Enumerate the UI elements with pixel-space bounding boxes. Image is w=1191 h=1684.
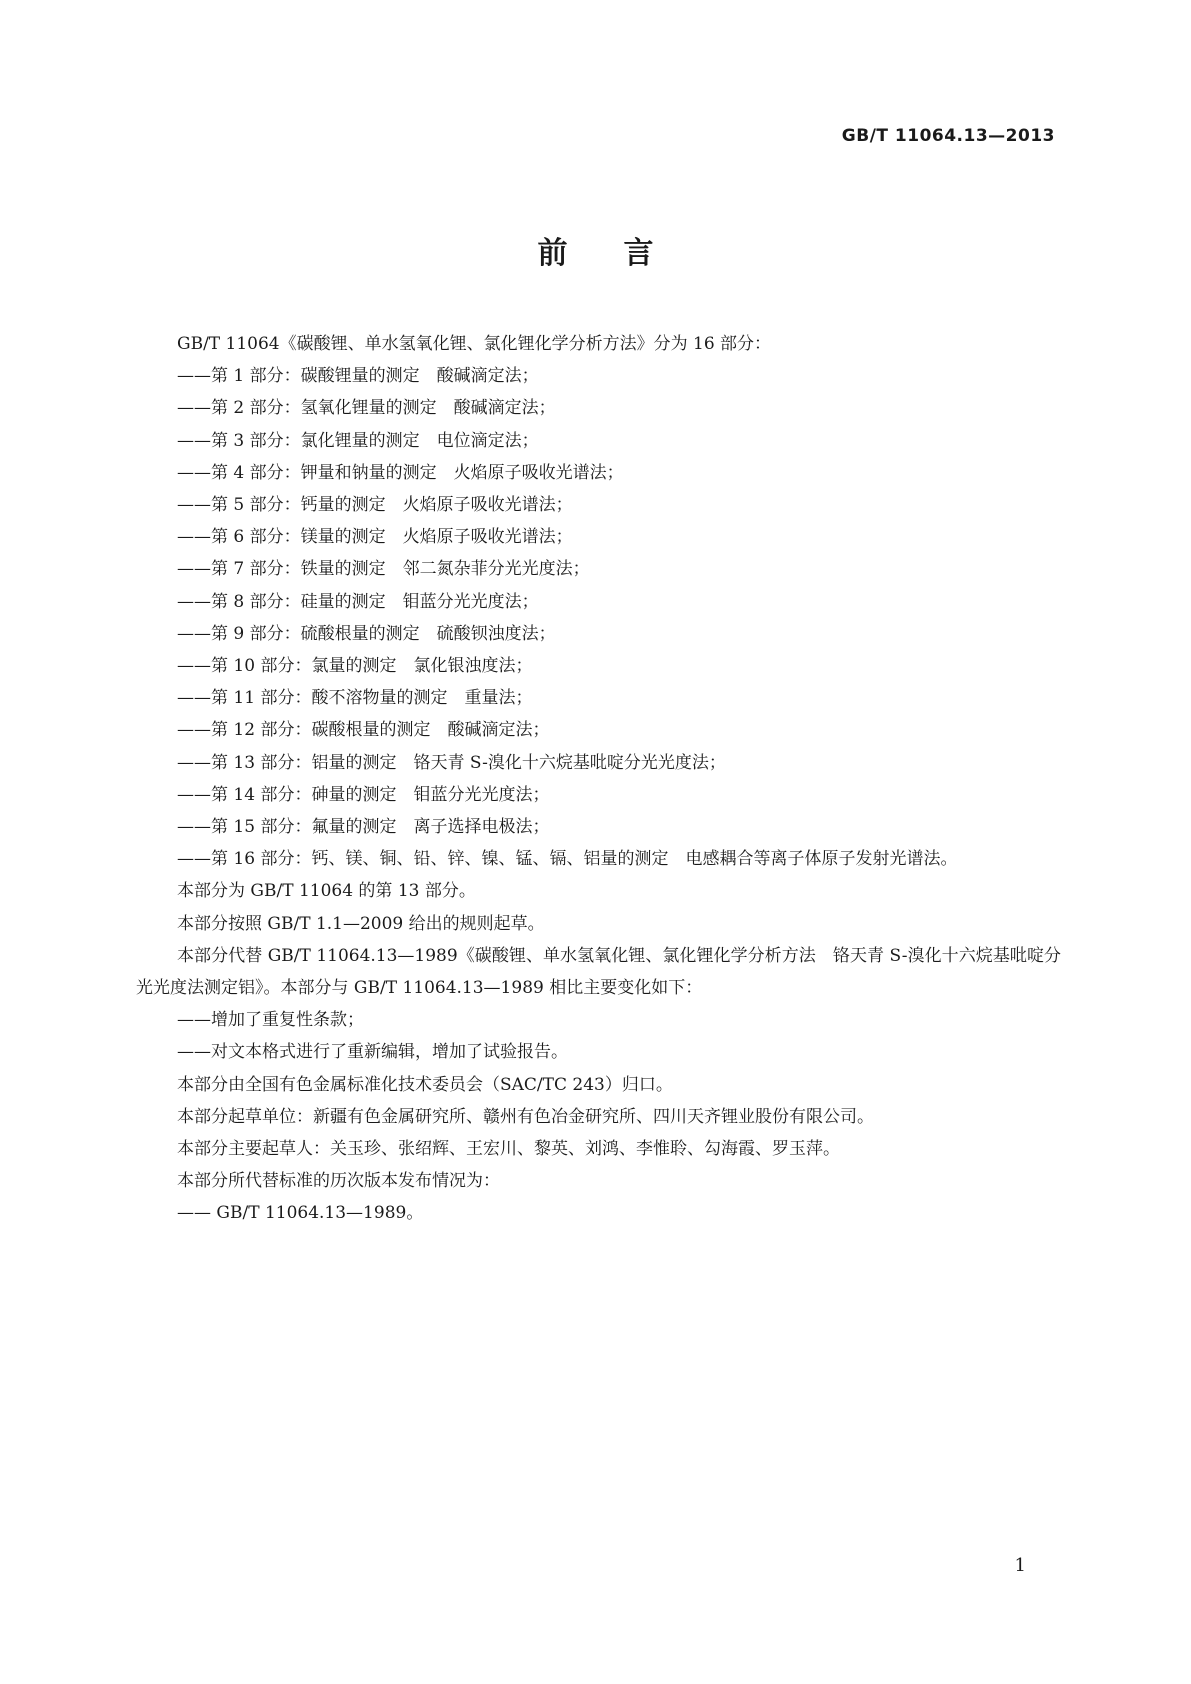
change-item: ——对文本格式进行了重新编辑，增加了试验报告。 [177,1042,568,1063]
standard-number: GB/T 11064.13—2013 [841,126,1055,146]
list-item: ——第 16 部分：钙、镁、铜、铅、锌、镍、锰、镉、铝量的测定 电感耦合等离子体原子发射光谱法。 [177,849,958,870]
foreword-body [136,328,1061,1230]
list-item: ——第 8 部分：硅量的测定 钼蓝分光光度法； [177,591,539,612]
list-item: ——第 11 部分：酸不溶物量的测定 重量法； [177,688,533,709]
list-item: ——第 6 部分：镁量的测定 火焰原子吸收光谱法； [177,527,573,548]
drafters-paragraph: 本部分主要起草人：关玉珍、张绍辉、王宏川、黎英、刘鸿、李惟聆、勾海霞、罗玉萍。 [177,1139,840,1160]
list-item: ——第 10 部分：氯量的测定 氯化银浊度法； [177,656,533,677]
history-item: —— GB/T 11064.13—1989。 [177,1203,424,1224]
intro-paragraph: GB/T 11064《碳酸锂、单水氢氧化锂、氯化锂化学分析方法》分为 16 部分： [177,334,772,354]
part-of-paragraph: 本部分为 GB/T 11064 的第 13 部分。 [177,881,476,902]
list-item: ——第 9 部分：硫酸根量的测定 硫酸钡浊度法； [177,623,556,644]
list-item: ——第 14 部分：砷量的测定 钼蓝分光光度法； [177,784,550,805]
change-item: ——增加了重复性条款； [177,1010,364,1031]
history-title: 本部分所代替标准的历次版本发布情况为： [177,1171,500,1192]
parts-list [136,360,1061,875]
list-item: ——第 1 部分：碳酸锂量的测定 酸碱滴定法； [177,366,539,387]
page-title: 前言 [537,236,710,271]
list-item: ——第 13 部分：铝量的测定 铬天青 S-溴化十六烷基吡啶分光光度法； [177,752,726,773]
drafting-rules-paragraph: 本部分按照 GB/T 1.1—2009 给出的规则起草。 [177,913,545,934]
page-number: 1 [1014,1555,1026,1576]
list-item: ——第 4 部分：钾量和钠量的测定 火焰原子吸收光谱法； [177,462,624,483]
list-item: ——第 5 部分：钙量的测定 火焰原子吸收光谱法； [177,495,573,516]
replaces-paragraph: 本部分代替 GB/T 11064.13—1989《碳酸锂、单水氢氧化锂、氯化锂化学分析方法 铬天青 S-溴化十六烷基吡啶分光光度法测定铝》。本部分与 GB/T 11064.13—1989 相比主要变化如下： [136,945,1061,999]
list-item: ——第 12 部分：碳酸根量的测定 酸碱滴定法； [177,720,550,741]
committee-paragraph: 本部分由全国有色金属标准化技术委员会（SAC/TC 243）归口。 [177,1074,673,1095]
list-item: ——第 3 部分：氯化锂量的测定 电位滴定法； [177,430,539,451]
drafting-units-paragraph: 本部分起草单位：新疆有色金属研究所、赣州有色冶金研究所、四川天齐锂业股份有限公司。 [177,1106,874,1127]
list-item: ——第 2 部分：氢氧化锂量的测定 酸碱滴定法； [177,398,556,419]
list-item: ——第 7 部分：铁量的测定 邻二氮杂菲分光光度法； [177,559,590,580]
list-item: ——第 15 部分：氟量的测定 离子选择电极法； [177,817,550,838]
